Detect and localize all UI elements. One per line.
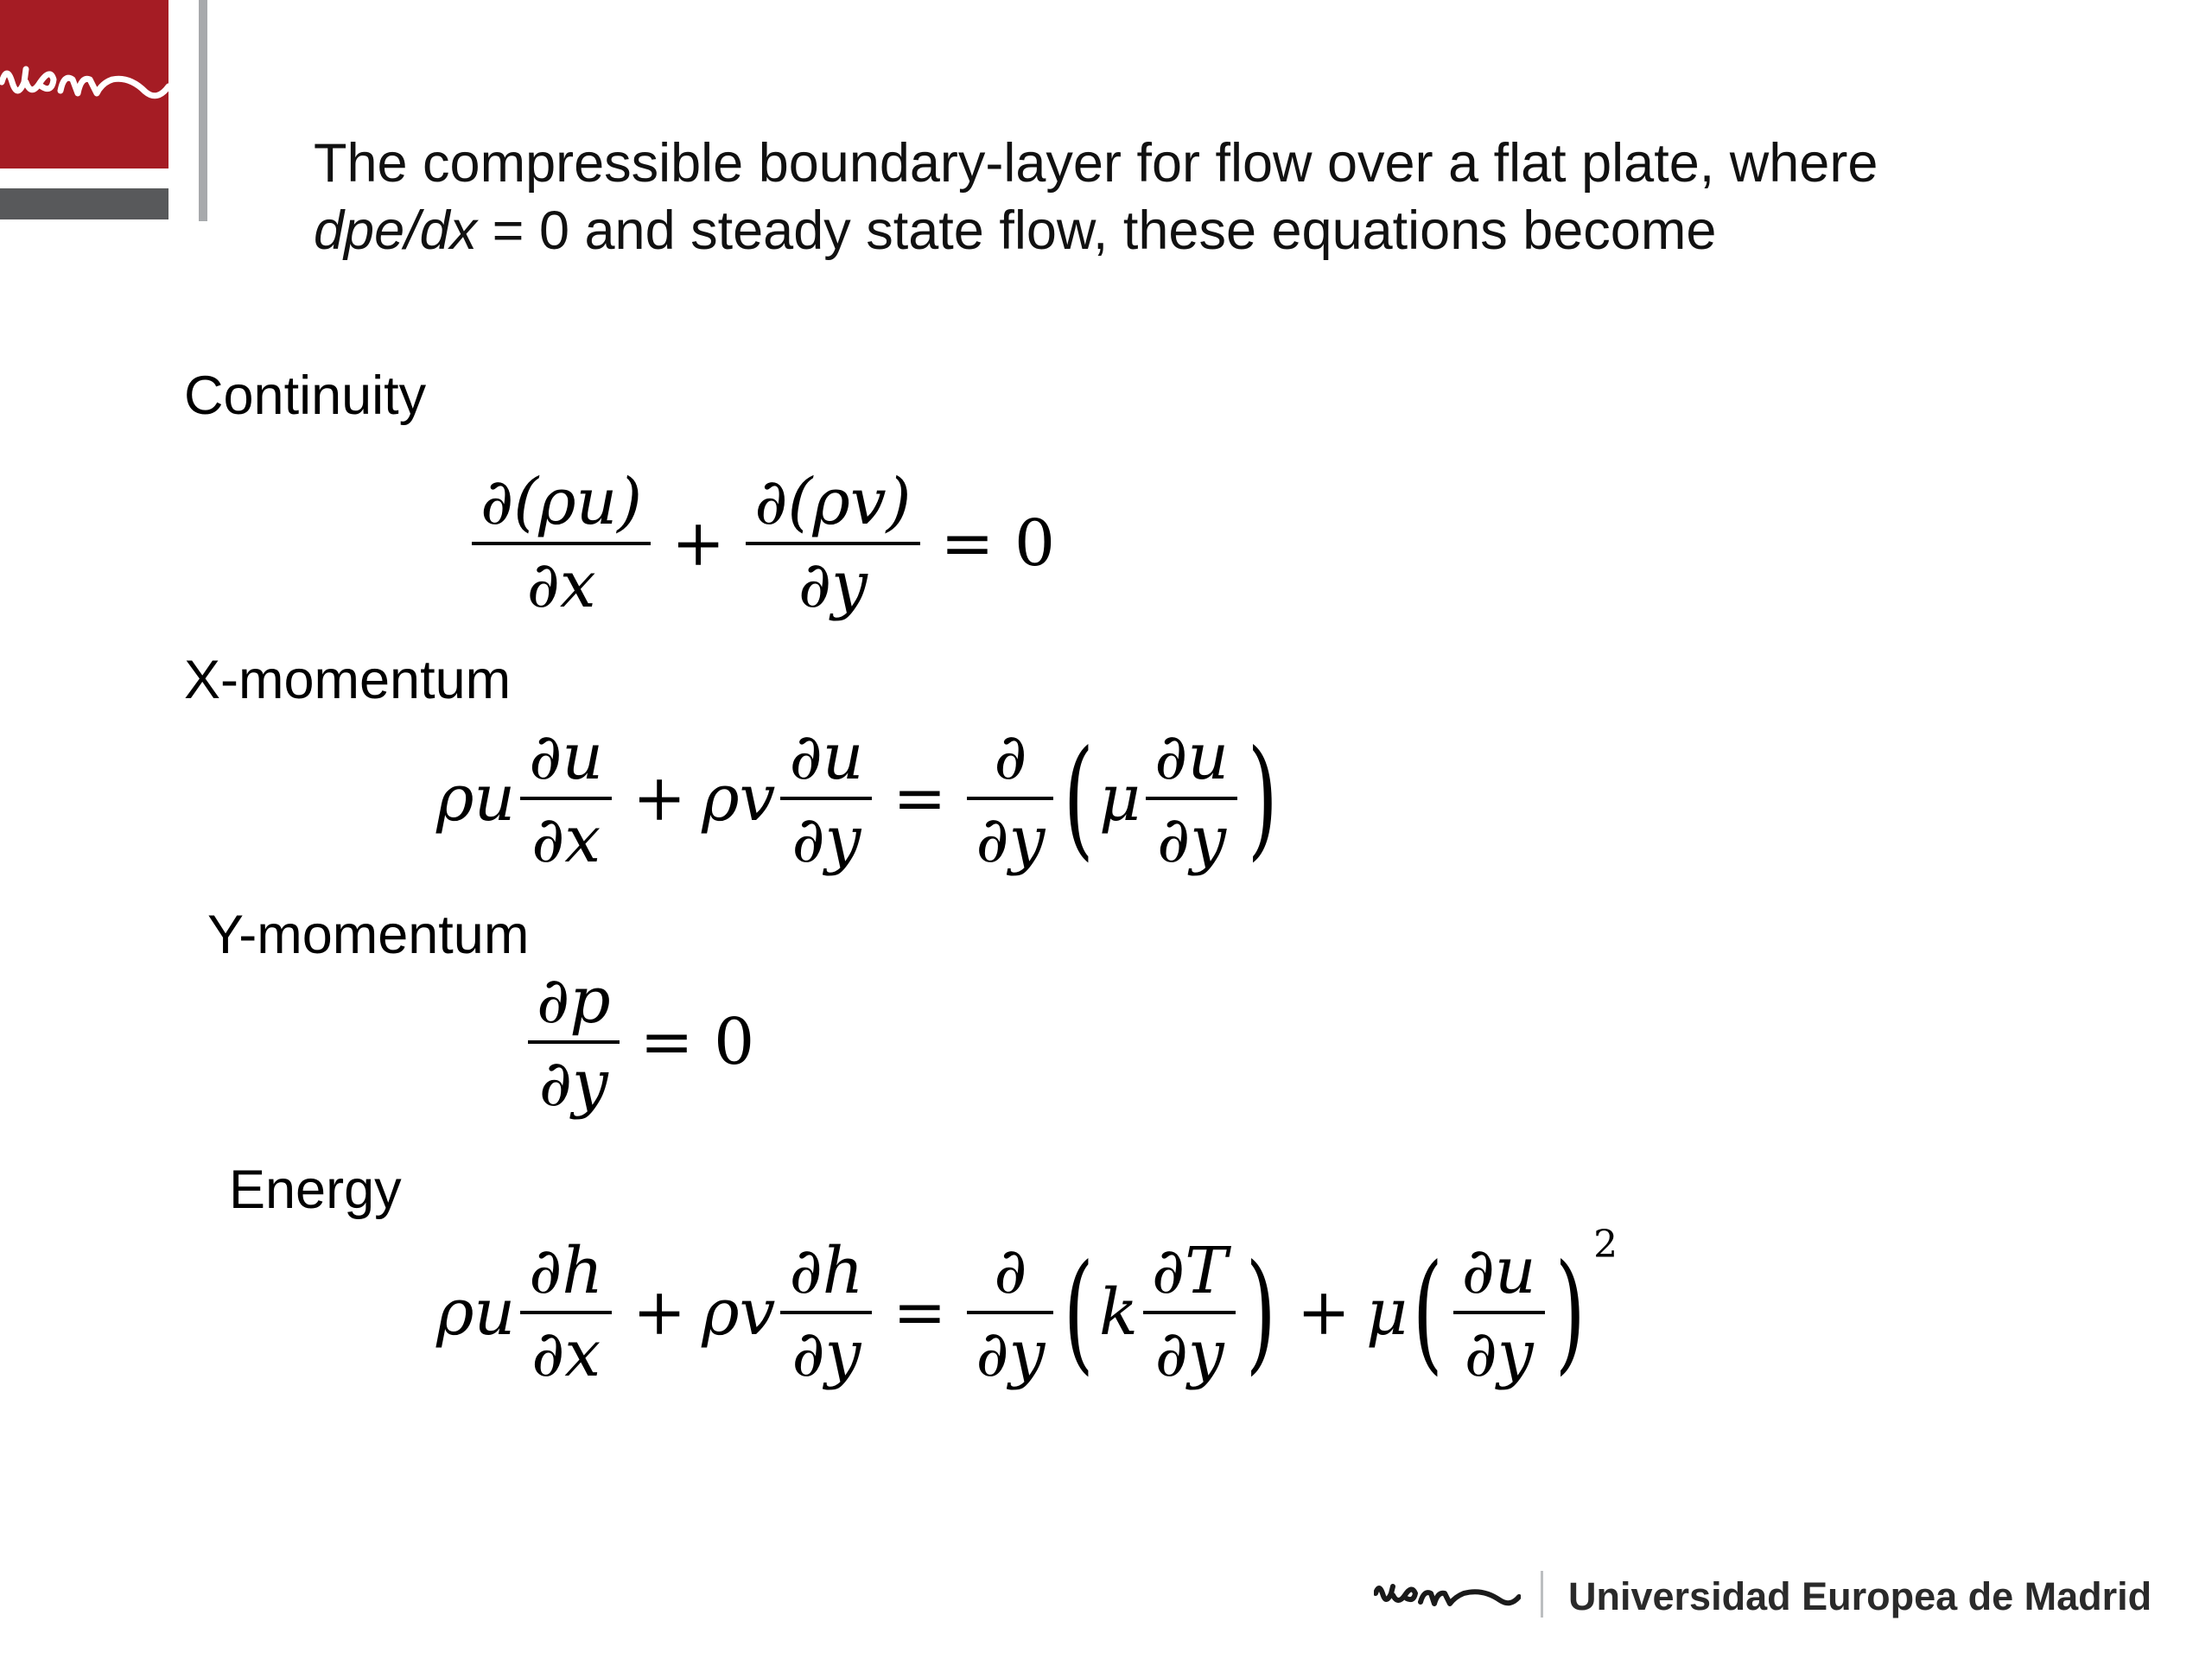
- numerator: ∂(ρu): [480, 465, 643, 539]
- right-paren: ): [1554, 1237, 1586, 1388]
- numerator: ∂: [994, 720, 1027, 794]
- exponent: 2: [1593, 1223, 1618, 1267]
- denominator: ∂y: [976, 1317, 1046, 1391]
- footer-separator: [1541, 1571, 1543, 1618]
- numerator: ∂: [994, 1234, 1027, 1308]
- title-italic-term: dpe/dx: [314, 200, 478, 261]
- equation-energy: [436, 1223, 1618, 1394]
- right-paren: ): [1247, 723, 1278, 874]
- fraction: [520, 717, 612, 880]
- numerator: ∂u: [529, 720, 604, 794]
- operator: =: [893, 1275, 947, 1350]
- operator: =: [893, 761, 947, 836]
- label-x-momentum: X-momentum: [184, 650, 512, 710]
- denominator: ∂y: [1154, 1317, 1224, 1391]
- fraction: [472, 462, 651, 625]
- denominator: ∂y: [976, 803, 1046, 877]
- denominator: ∂x: [531, 1317, 601, 1391]
- denominator: ∂x: [526, 548, 596, 622]
- right-paren: ): [1246, 1237, 1277, 1388]
- fraction: [967, 717, 1053, 880]
- coefficient: ρu: [436, 761, 516, 836]
- title-line-2-rest: = 0 and steady state flow, these equations become: [477, 200, 1717, 261]
- slide-title: [314, 130, 2094, 264]
- numerator: ∂p: [537, 963, 611, 1038]
- footer-uem-logo-icon: [1374, 1574, 1521, 1622]
- numerator: ∂u: [1154, 720, 1230, 794]
- logo-gray-bar: [0, 188, 168, 219]
- operator: +: [1297, 1275, 1351, 1350]
- numerator: ∂T: [1151, 1234, 1228, 1308]
- uem-logo: [0, 0, 168, 168]
- numerator: ∂h: [789, 1234, 864, 1308]
- title-line-2: [314, 197, 2094, 264]
- denominator: ∂y: [798, 548, 868, 622]
- title-line-1: The compressible boundary-layer for flow over a flat plate, where: [314, 133, 1878, 194]
- equation-x-momentum: [436, 717, 1283, 880]
- fraction: [1146, 717, 1237, 880]
- footer-university-name: Universidad Europea de Madrid: [1568, 1574, 2152, 1618]
- coefficient: ρv: [702, 1275, 776, 1350]
- label-y-momentum: Y-momentum: [207, 905, 530, 965]
- numerator: ∂u: [789, 720, 864, 794]
- denominator: ∂y: [1157, 803, 1227, 877]
- left-paren: (: [1064, 723, 1095, 874]
- left-paren: (: [1064, 1237, 1095, 1388]
- operator: +: [632, 1275, 687, 1350]
- coefficient: ρu: [436, 1275, 516, 1350]
- fraction: [1453, 1231, 1545, 1394]
- operator: +: [632, 761, 687, 836]
- fraction: [746, 462, 919, 625]
- fraction: [528, 961, 620, 1123]
- rhs: = 0: [639, 1005, 755, 1079]
- coefficient: μ: [1366, 1275, 1408, 1350]
- equation-y-momentum: [523, 961, 770, 1123]
- coefficient: μ: [1099, 761, 1141, 836]
- equation-continuity: [467, 462, 1071, 625]
- numerator: ∂(ρv): [754, 465, 912, 539]
- denominator: ∂y: [791, 1317, 861, 1391]
- rhs: = 0: [940, 506, 1056, 581]
- coefficient: k: [1099, 1275, 1138, 1350]
- fraction: [1143, 1231, 1236, 1394]
- numerator: ∂u: [1461, 1234, 1536, 1308]
- coefficient: ρv: [702, 761, 776, 836]
- left-paren: (: [1412, 1237, 1443, 1388]
- denominator: ∂x: [531, 803, 601, 877]
- fraction: [967, 1231, 1053, 1394]
- label-energy: Energy: [229, 1160, 402, 1220]
- denominator: ∂y: [791, 803, 861, 877]
- operator: +: [671, 506, 726, 581]
- fraction: [520, 1231, 612, 1394]
- denominator: ∂y: [538, 1046, 608, 1121]
- logo-divider: [199, 0, 207, 221]
- uem-script-logo-icon: [0, 0, 168, 168]
- numerator: ∂h: [529, 1234, 604, 1308]
- denominator: ∂y: [1464, 1317, 1534, 1391]
- fraction: [780, 717, 872, 880]
- label-continuity: Continuity: [184, 365, 427, 426]
- fraction: [780, 1231, 872, 1394]
